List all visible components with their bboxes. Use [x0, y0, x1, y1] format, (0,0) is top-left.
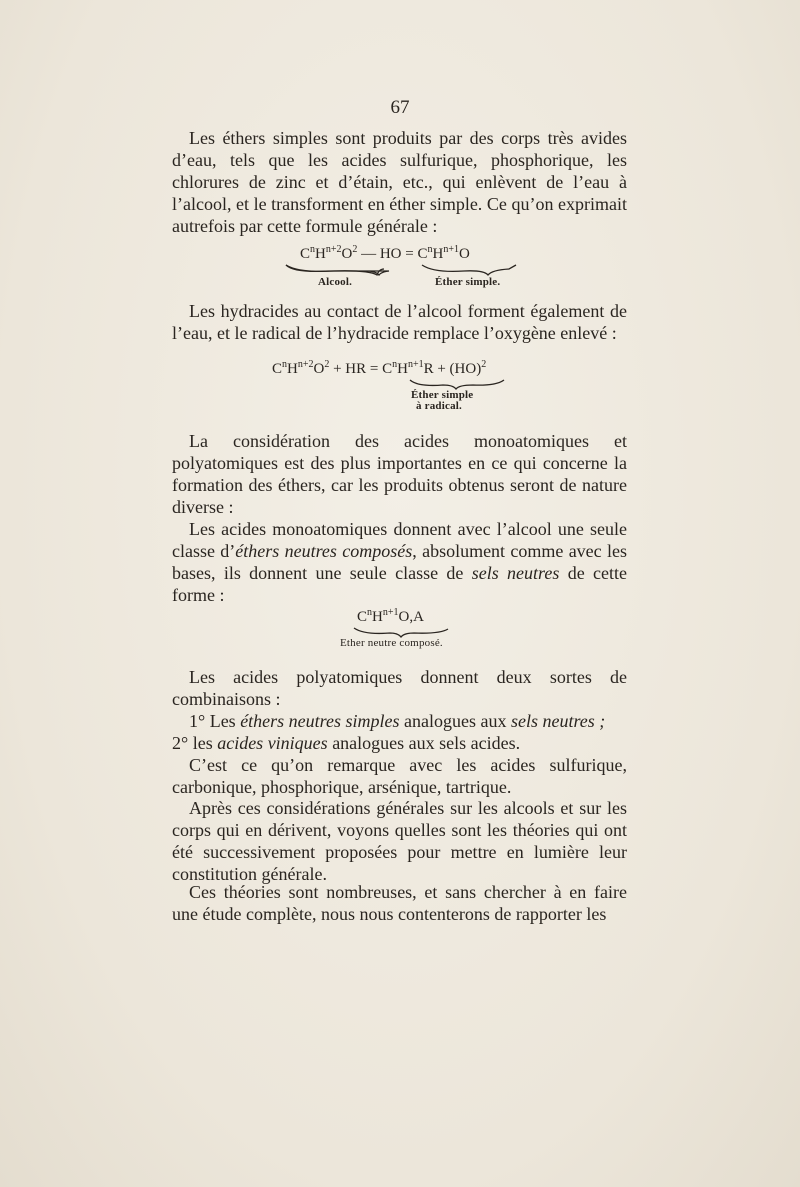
formula-alcohol-to-ether — [300, 246, 470, 263]
paragraph-remarque — [172, 754, 627, 798]
formula-sup: 2 — [324, 359, 330, 370]
paragraph-text: La considération des acides monoatomiques et polyatomiques est des plus importantes en ce qui concerne la formation des éthers, car les produits obtenus seront de nature diverse : — [172, 431, 627, 517]
text-italic: acides viniques — [217, 733, 328, 753]
caption-ether-simple-radical: Éther simple — [411, 389, 474, 401]
text-italic: sels neutres ; — [510, 711, 606, 731]
caption-ether-simple: Éther simple. — [435, 276, 501, 288]
formula-sup: n+1 — [382, 607, 399, 618]
paragraph-text: Les acides polyatomiques donnent deux sortes de combinaisons : — [172, 667, 627, 709]
formula-sup: n+1 — [407, 359, 424, 370]
formula-term: R + (HO) — [423, 361, 482, 377]
formula-term: C — [300, 246, 311, 262]
caption-a-radical: à radical. — [416, 400, 462, 412]
caption-ether-neutre-compose: Ether neutre composé. — [340, 637, 443, 649]
formula-sup: n — [427, 244, 433, 255]
formula-term: O — [341, 246, 353, 262]
paragraph-hydracides — [172, 300, 627, 344]
formula-sup: n — [310, 244, 316, 255]
paragraph-text: Après ces considérations générales sur les alcools et sur les corps qui en dérivent, voyons quelles sont les théories qui ont été successivement proposées pour mettre en lumière leur constitution générale. — [172, 798, 627, 884]
text-run: 1° Les — [189, 711, 241, 731]
formula-term: H — [397, 361, 408, 377]
text-italic: sels neutres — [471, 563, 560, 583]
paragraph-ethers-simples — [172, 127, 627, 237]
text-italic: éthers neutres composés — [235, 541, 413, 561]
formula-term: H — [432, 246, 444, 262]
paragraph-item-1 — [172, 710, 627, 732]
paragraph-item-2 — [172, 732, 627, 754]
paragraph-theories-intro — [172, 797, 627, 885]
formula-term: O — [313, 361, 325, 377]
text-run: de cette forme : — [172, 563, 627, 605]
formula-sup: 2 — [481, 359, 487, 370]
formula-sup: n+1 — [443, 244, 459, 255]
text-italic: éthers neutres simples — [240, 711, 400, 731]
paragraph-theories-nombreuses — [172, 881, 627, 925]
text-run: analogues aux — [399, 711, 511, 731]
formula-term: H — [372, 609, 383, 625]
formula-term: C — [272, 361, 283, 377]
paragraph-text — [172, 710, 627, 732]
paragraph-text: Ces théories sont nombreuses, et sans chercher à en faire une étude complète, nous nous contenterons de rapporter les — [172, 882, 627, 924]
formula-sup: 2 — [352, 244, 358, 255]
paragraph-text — [172, 732, 627, 754]
caption-alcool: Alcool. — [318, 276, 353, 288]
paragraph-text: Les éthers simples sont produits par des corps très avides d’eau, tels que les acides sulfurique, phosphorique, les chlorures de zinc et d’étain, etc., qui enlèvent de l’eau à l’alcool, et le transforment en éther simple. Ce qu’on exprimait autrefois par cette formule générale : — [172, 128, 627, 236]
text-run: , absolument comme avec les bases, ils donnent une seule classe de — [172, 541, 627, 583]
formula-term: O — [458, 246, 470, 262]
paragraph-text — [172, 518, 627, 606]
paragraph-text: C’est ce qu’on remarque avec les acides sulfurique, carbonique, phosphorique, arsénique, tartrique. — [172, 755, 627, 797]
page-number: 67 — [390, 97, 410, 118]
paragraph-acides-polyatomiques — [172, 666, 627, 710]
formula-term: C — [417, 246, 428, 262]
formula-term: H — [315, 246, 326, 262]
formula-sup: n+2 — [325, 244, 342, 255]
text-run: Les acides monoatomiques donnent avec l’alcool une seule classe d’ — [172, 519, 627, 561]
paragraph-text: Les hydracides au contact de l’alcool forment également de l’eau, et le radical de l’hydracide remplace l’oxygène enlevé : — [172, 301, 627, 343]
text-run: 2° les — [172, 733, 218, 753]
formula-term: + HR = C — [329, 361, 393, 377]
formula-sup: n — [392, 359, 398, 370]
paragraph-acides-considération — [172, 430, 627, 518]
formula-ether-neutre — [357, 609, 424, 626]
formula-term: O,A — [398, 609, 424, 625]
formula-sup: n — [367, 607, 373, 618]
formula-sup: n+2 — [297, 359, 314, 370]
formula-sup: n — [282, 359, 288, 370]
formula-term: H — [287, 361, 298, 377]
text-run: analogues aux sels acides. — [327, 733, 521, 753]
formula-hydracide-reaction — [272, 361, 486, 378]
paragraph-acides-monoatomiques — [172, 518, 627, 606]
underbrace-graphic — [284, 263, 524, 277]
formula-operator: — HO = — [357, 246, 418, 262]
formula-term: C — [357, 609, 368, 625]
